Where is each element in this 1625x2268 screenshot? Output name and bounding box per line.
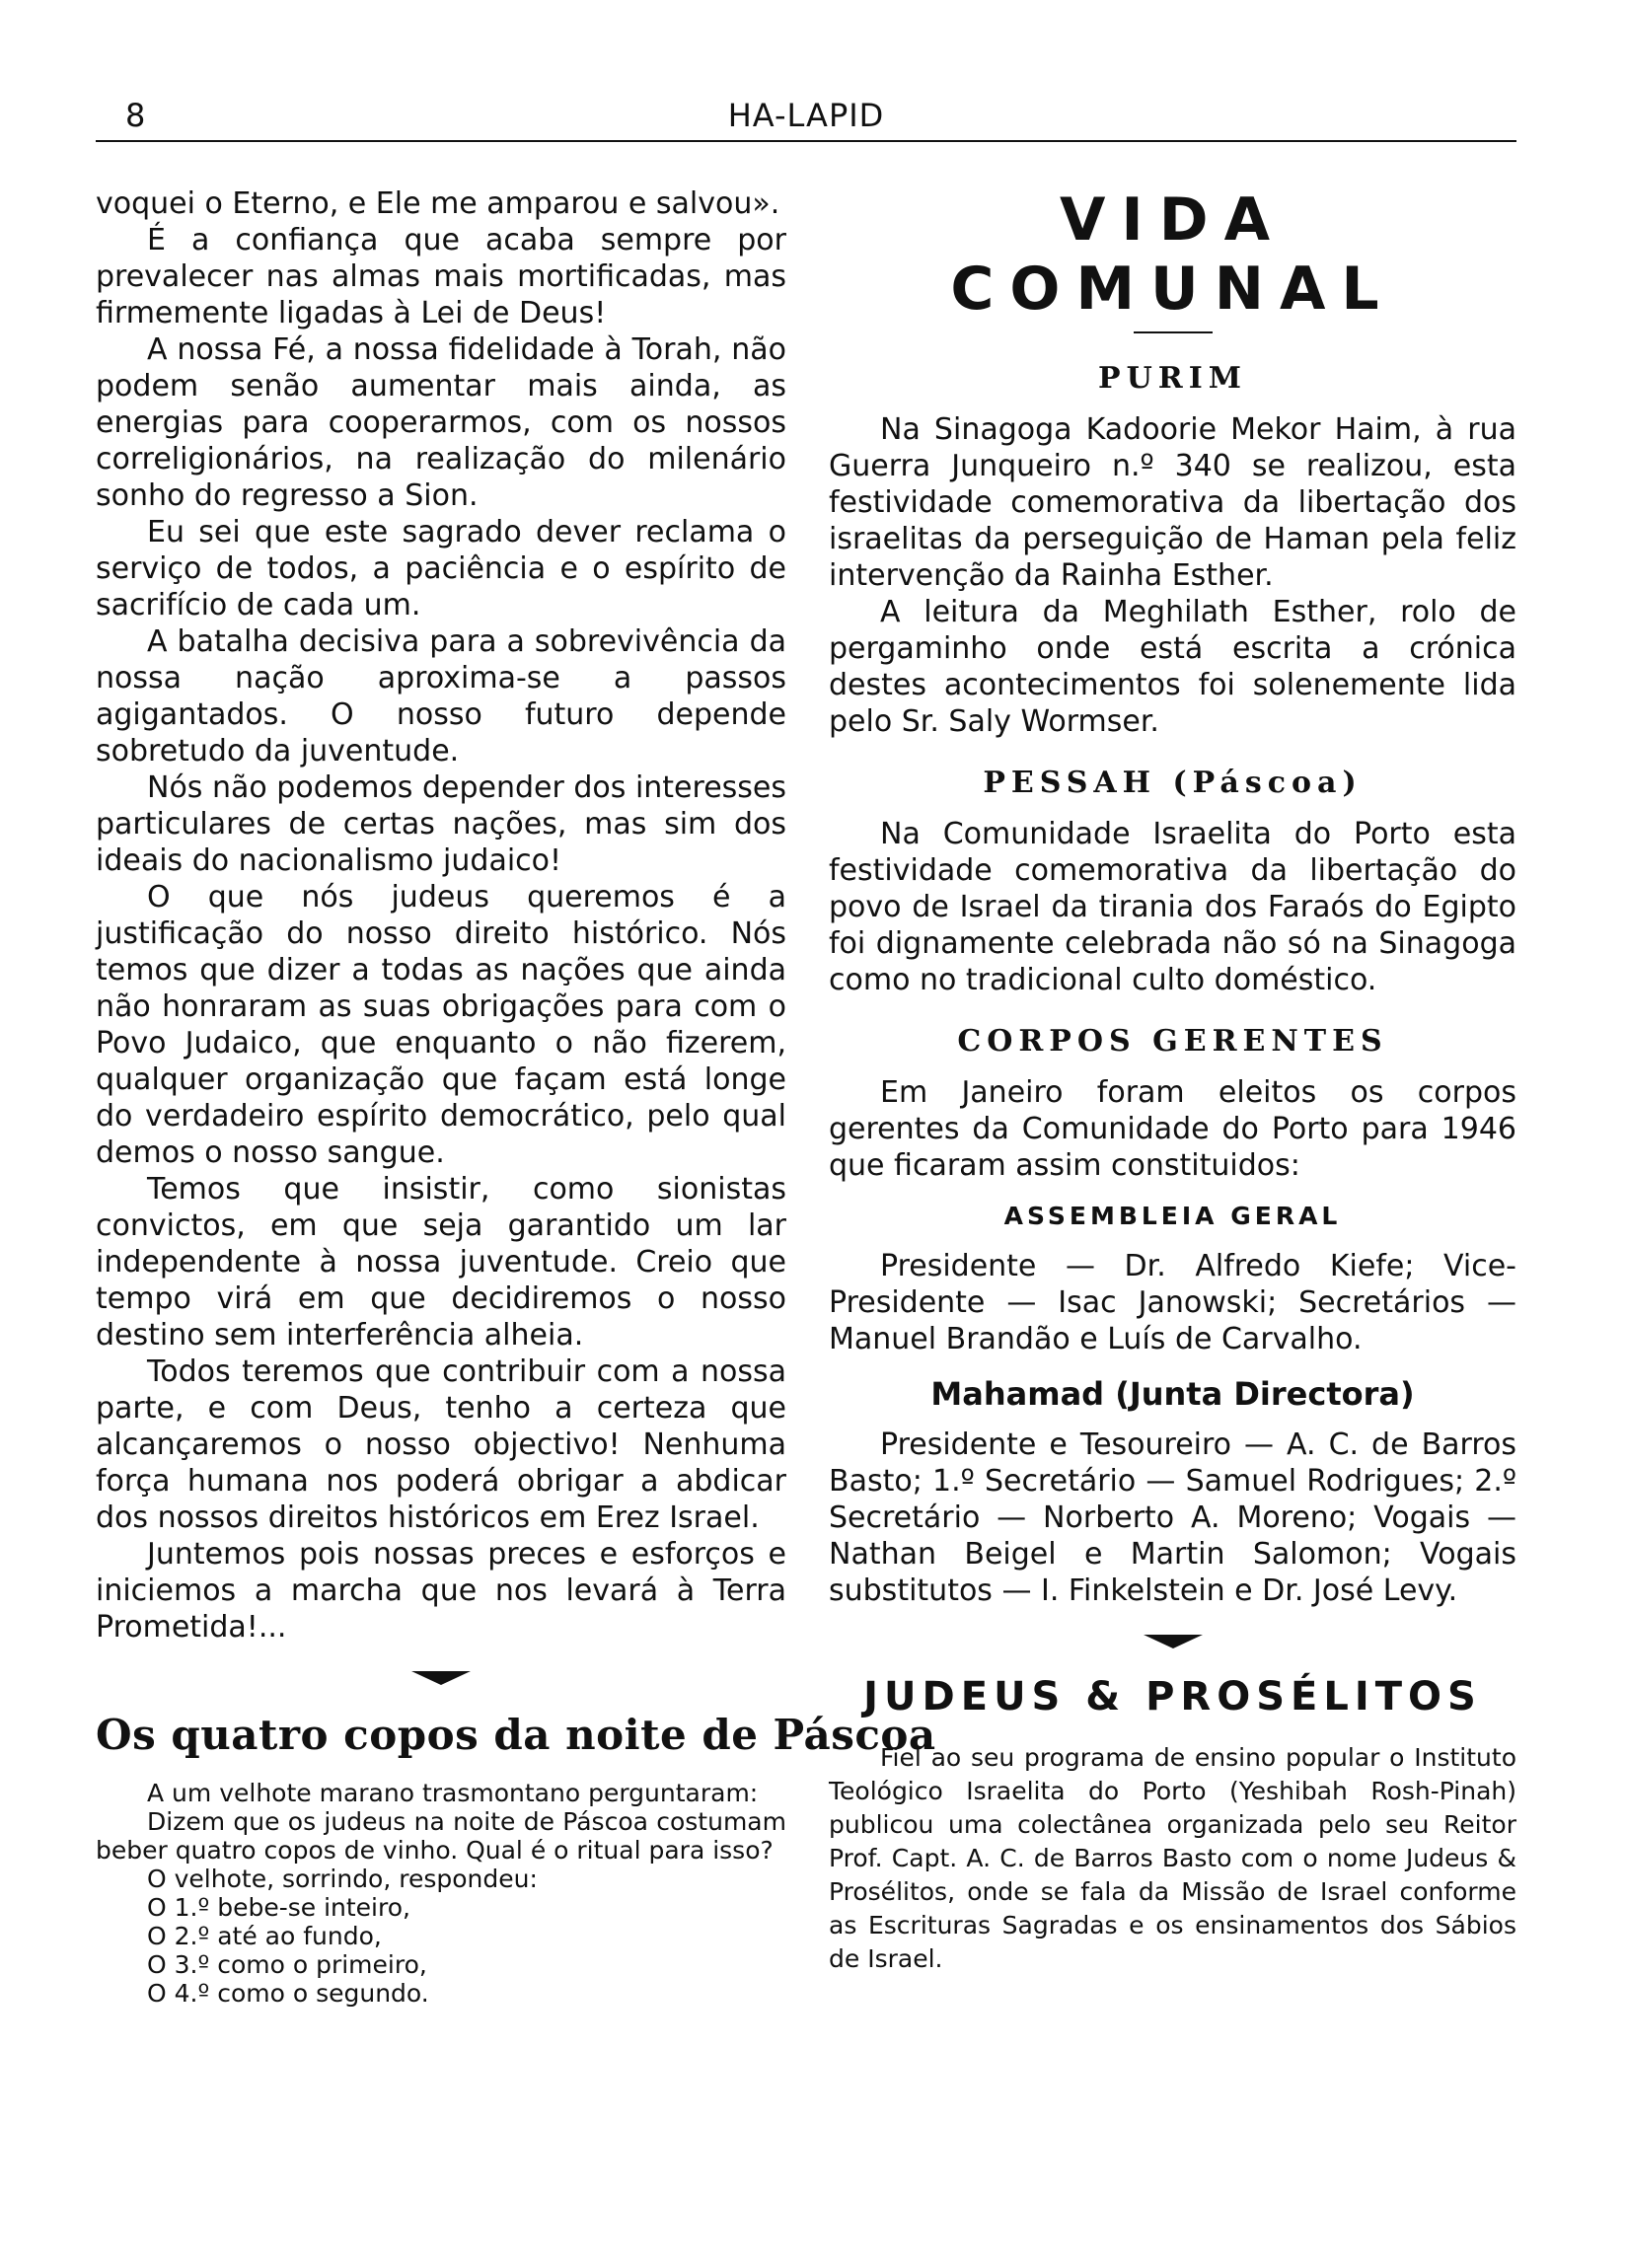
paragraph: É a confiança que acaba sempre por prevalecer nas almas mais mortificadas, mas firmemente ligadas à Lei de Deus! bbox=[96, 223, 786, 330]
triangle-ornament-icon bbox=[1144, 1635, 1203, 1648]
paragraph: Nós não podemos depender dos interesses particulares de certas nações, mas sim dos ideais do nacionalismo judaico! bbox=[96, 770, 786, 878]
list-item: O 4.º como o segundo. bbox=[147, 1979, 429, 2008]
story-title: Os quatro copos da noite de Páscoa bbox=[96, 1711, 936, 1759]
story-body bbox=[96, 1779, 786, 1893]
paragraph: Todos teremos que contribuir com a nossa parte, e com Deus, tenho a certeza que alcançaremos o nosso objectivo! Nenhuma força humana nos poderá obrigar a abdicar dos nossos direitos históricos em Erez Israel. bbox=[96, 1354, 786, 1535]
paragraph: Eu sei que este sagrado dever reclama o serviço de todos, a paciência e o espírito de sacrifício de cada um. bbox=[96, 515, 786, 622]
paragraph: Juntemos pois nossas preces e esforços e iniciemos a marcha que nos levará à Terra Prometida!... bbox=[96, 1537, 786, 1645]
story-paragraph: Dizem que os judeus na noite de Páscoa costumam beber quatro copos de vinho. Qual é o ritual para isso? bbox=[96, 1807, 786, 1865]
page-header bbox=[96, 91, 1516, 142]
triangle-ornament-icon bbox=[411, 1671, 471, 1685]
right-column bbox=[829, 185, 1516, 1976]
divider bbox=[1134, 331, 1213, 333]
paragraph: A leitura da Meghilath Esther, rolo de pergaminho onde está escrita a crónica destes acontecimentos foi solenemente lida pelo Sr. Saly Wormser. bbox=[829, 595, 1516, 739]
story-paragraph: O velhote, sorrindo, respondeu: bbox=[147, 1865, 538, 1893]
purim-heading: PURIM bbox=[1098, 361, 1247, 396]
mahamad-heading: Mahamad (Junta Directora) bbox=[930, 1375, 1415, 1413]
list-item: O 1.º bebe-se inteiro, bbox=[147, 1893, 410, 1922]
list-item: O 3.º como o primeiro, bbox=[147, 1950, 427, 1979]
paragraph: Na Comunidade Israelita do Porto esta festividade comemorativa da libertação do povo de Israel da tirania dos Faraós do Egipto foi dignamente celebrada não só na Sinagoga como no tradicional culto doméstico. bbox=[829, 817, 1516, 997]
left-column bbox=[96, 185, 936, 2008]
paragraph: O que nós judeus queremos é a justificação do nosso direito histórico. Nós temos que dizer a todas as nações que ainda não honraram as suas obrigações para com o Povo Judaico, que enquanto o não fizerem, qualquer organização que façam está longe do verdadeiro espírito democrático, pelo qual demos o nosso sangue. bbox=[96, 880, 786, 1170]
running-title: HA-LAPID bbox=[727, 97, 885, 134]
paragraph: Na Sinagoga Kadoorie Mekor Haim, à rua Guerra Junqueiro n.º 340 se realizou, esta festividade comemorativa da libertação dos israelitas da perseguição de Haman pela feliz intervenção da Rainha Esther. bbox=[829, 412, 1516, 593]
judeus-body bbox=[829, 1741, 1516, 1976]
story-paragraph: A um velhote marano trasmontano perguntaram: bbox=[147, 1779, 759, 1807]
paragraph: A batalha decisiva para a sobrevivência da nossa nação aproxima-se a passos agigantados. O nosso futuro depende sobretudo da juventude. bbox=[96, 624, 786, 768]
corpos-heading: CORPOS GERENTES bbox=[957, 1024, 1388, 1059]
paragraph: voquei o Eterno, e Ele me amparou e salvou». bbox=[96, 186, 780, 221]
paragraph: Temos que insistir, como sionistas convictos, em que seja garantido um lar independente à nossa juventude. Creio que tempo virá em que decidiremos o nosso destino sem interferência alheia. bbox=[96, 1172, 786, 1353]
section-title: VIDA COMUNAL bbox=[950, 185, 1395, 324]
pessah-heading: PESSAH (Páscoa) bbox=[983, 766, 1363, 800]
list-item: O 2.º até ao fundo, bbox=[147, 1922, 382, 1950]
paragraph: Em Janeiro foram eleitos os corpos gerentes da Comunidade do Porto para 1946 que ficaram assim constituidos: bbox=[829, 1075, 1516, 1183]
assembleia-heading: ASSEMBLEIA GERAL bbox=[1003, 1202, 1342, 1230]
story-list bbox=[96, 1893, 786, 2008]
paragraph: Presidente — Dr. Alfredo Kiefe; Vice-Presidente — Isac Janowski; Secretários — Manuel Brandão e Luís de Carvalho. bbox=[829, 1249, 1516, 1356]
paragraph: Presidente e Tesoureiro — A. C. de Barros Basto; 1.º Secretário — Samuel Rodrigues; 2.º Secretário — Norberto A. Moreno; Vogais — Nathan Beigel e Martin Salomon; Vogais substitutos — I. Finkelstein e Dr. José Levy. bbox=[829, 1427, 1516, 1608]
paragraph: A nossa Fé, a nossa fidelidade à Torah, não podem senão aumentar mais ainda, as energias para cooperarmos, com os nossos correligionários, na realização do milenário sonho do regresso a Sion. bbox=[96, 332, 786, 513]
judeus-heading: JUDEUS & PROSÉLITOS bbox=[863, 1674, 1482, 1719]
paragraph: Fiel ao seu programa de ensino popular o Instituto Teológico Israelita do Porto (Yeshibah Rosh-Pinah) publicou uma colectânea organizada pelo seu Reitor Prof. Capt. A. C. de Barros Basto com o nome Judeus & Prosélitos, onde se fala da Missão de Israel conforme as Escrituras Sagradas e os ensinamentos dos Sábios de Israel. bbox=[829, 1743, 1516, 1973]
page-number: 8 bbox=[125, 97, 146, 134]
